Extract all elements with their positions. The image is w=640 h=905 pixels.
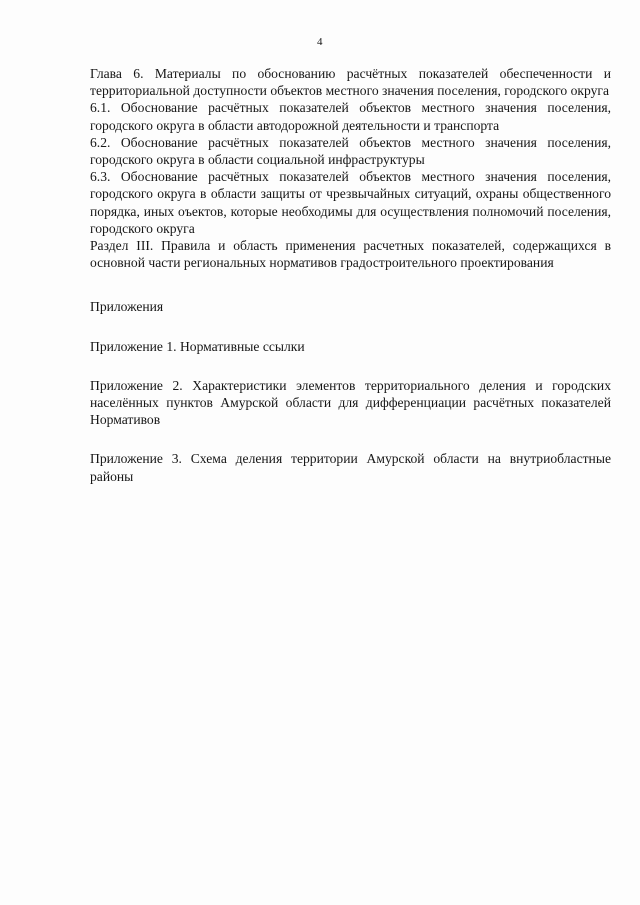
table-of-contents [90,65,611,485]
appendices-heading: Приложения [90,299,164,315]
page-number: 4 [317,36,323,48]
toc-section-6-1: 6.1. Обоснование расчётных показателей объектов местного значения поселения, городского округа в области автодорожной деятельности и транспорта [90,100,611,133]
toc-chapter-6: Глава 6. Материалы по обоснованию расчётных показателей обеспеченности и территориальной доступности объектов местного значения поселения, городского округа [90,66,611,99]
toc-appendix-3: Приложение 3. Схема деления территории Амурской области на внутриобластные районы [90,451,611,484]
toc-appendix-2: Приложение 2. Характеристики элементов территориального деления и городских населённых пунктов Амурской области для дифференциации расчётных показателей Нормативов [90,377,611,428]
toc-appendix-1: Приложение 1. Нормативные ссылки [90,338,305,354]
toc-section-6-3: 6.3. Обоснование расчётных показателей объектов местного значения поселения, городского округа в области защиты от чрезвычайных ситуаций, охраны общественного порядка, иных оъектов, которые необходимы для осуществления полномочий поселения, городского округа [90,169,611,236]
toc-section-3: Раздел III. Правила и область применения расчетных показателей, содержащихся в основной части региональных нормативов градостроительного проектирования [90,238,611,271]
toc-section-6-2: 6.2. Обоснование расчётных показателей объектов местного значения поселения, городского округа в области социальной инфраструктуры [90,134,611,168]
